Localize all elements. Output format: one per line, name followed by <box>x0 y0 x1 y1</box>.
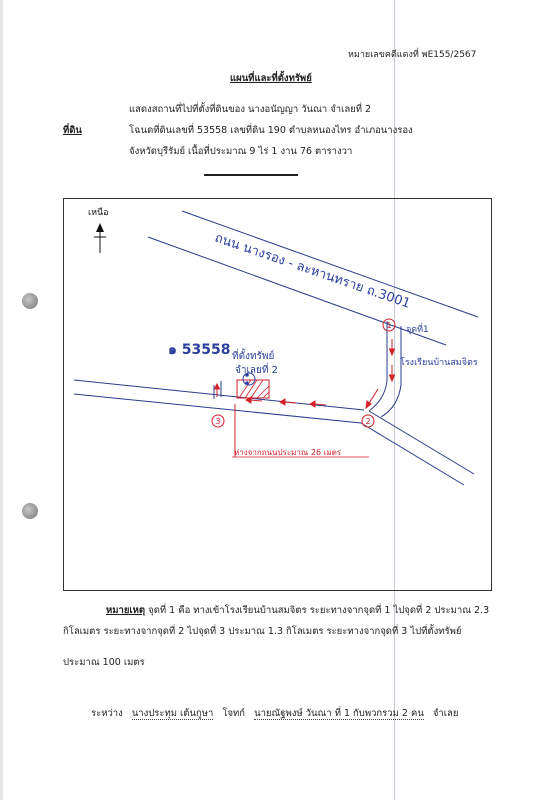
parties-line <box>91 708 458 720</box>
property-label-line-2: จำเลยที่ 2 <box>235 365 279 376</box>
start-point-label-1: จุดที่1 <box>406 325 429 335</box>
route-arrowhead-2 <box>390 375 395 381</box>
connector-road-left <box>369 321 387 411</box>
location-map <box>63 198 492 591</box>
deed-number-label: ๑ 53558 <box>168 342 231 358</box>
lower-road-extension-upper <box>369 411 474 474</box>
defendant-name: นายณัฐพงษ์ วันณา ที่ 1 กับพวกรวม 2 คน <box>254 708 424 719</box>
owner-line: แสดงสถานที่ไปที่ตั้งที่ดินของ นางอนัญญา วันณา จำเลยที่ 2 <box>129 104 372 115</box>
property-label-line-1: ที่ตั้งทรัพย์ <box>232 351 275 362</box>
map-drawing <box>64 199 493 592</box>
route-arrowhead-4 <box>310 401 315 407</box>
route-arrowhead-7 <box>215 384 220 389</box>
route-arrowhead-5 <box>280 399 285 405</box>
route-arrow-5 <box>284 402 296 403</box>
distance-note: ห่างจากถนนประมาณ 26 เมตร <box>234 448 342 457</box>
note-line-3: ประมาณ 100 เมตร <box>63 657 145 668</box>
property-pin-dot-2 <box>245 381 249 385</box>
lower-road-extension-lower <box>361 423 464 485</box>
start-point-label-2: โรงเรียนบ้านสมจิตร <box>400 358 478 368</box>
title-rule <box>204 174 298 176</box>
connector-road-right <box>381 326 401 417</box>
road-name-label: ถนน นางรอง - ละหานทราย ถ.3001 <box>212 230 413 312</box>
page-title: แผนที่และที่ตั้งทรัพย์ <box>230 73 312 84</box>
note-row-1 <box>106 605 489 617</box>
page-edge <box>0 0 3 800</box>
point-1-label: 1 <box>386 321 392 330</box>
note-line-1: จุดที่ 1 คือ ทางเข้าโรงเรียนบ้านสมจิตร ระยะทางจากจุดที่ 1 ไปจุดที่ 2 ประมาณ 2.3 <box>148 605 490 616</box>
north-label: เหนือ <box>88 208 109 218</box>
land-label: ที่ดิน <box>63 125 82 136</box>
point-2-label: 2 <box>365 417 371 426</box>
route-arrow-6 <box>250 400 262 401</box>
punch-hole-top <box>22 293 38 309</box>
plaintiff-role: โจทก์ <box>222 708 246 719</box>
main-road-edge-upper <box>182 211 478 317</box>
defendant-role: จำเลย <box>432 708 459 719</box>
point-3-label: 3 <box>215 417 221 426</box>
route-arrowhead-1 <box>390 349 395 355</box>
note-line-2: กิโลเมตร ระยะทางจากจุดที่ 2 ไปจุดที่ 3 ประมาณ 1.3 กิโลเมตร ระยะทางจากจุดที่ 3 ไปที่ตั้งทรัพย์ <box>63 626 462 637</box>
between-label: ระหว่าง <box>91 708 123 719</box>
note-label: หมายเหตุ <box>106 605 146 616</box>
lower-road-edge-upper <box>74 380 364 410</box>
plaintiff-name: นางประทุม เต้นกูษา <box>131 708 214 719</box>
north-arrowhead-icon <box>96 223 104 232</box>
land-line-1: โฉนดที่ดินเลขที่ 53558 เลขที่ดิน 190 ตำบลหนองไทร อำเภอนางรอง <box>129 125 413 136</box>
punch-hole-bottom <box>22 503 38 519</box>
case-number: หมายเลขคดีแดงที่ พE155/2567 <box>348 50 477 60</box>
land-line-2: จังหวัดบุรีรัมย์ เนื้อที่ประมาณ 9 ไร่ 1 งาน 76 ตารางวา <box>129 146 353 157</box>
